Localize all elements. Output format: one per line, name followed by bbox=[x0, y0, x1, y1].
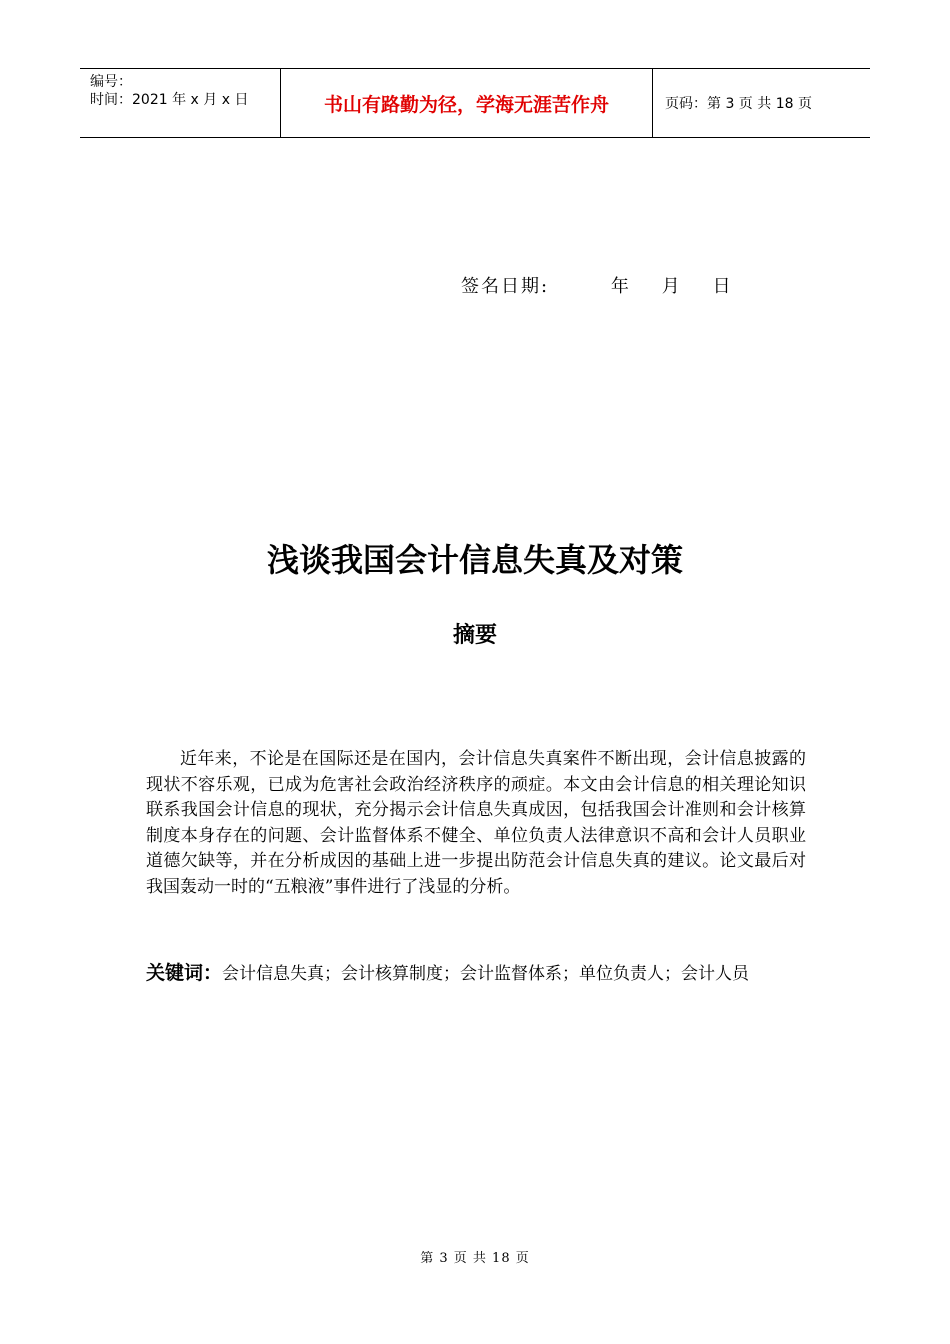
header-meta bbox=[80, 69, 281, 137]
abstract-heading: 摘要 bbox=[452, 623, 497, 648]
keywords-line bbox=[146, 958, 806, 989]
signature-date: 签名日期: 年 月 日 bbox=[461, 276, 733, 297]
keywords-label: 关键词： bbox=[146, 962, 223, 984]
header-motto: 书山有路勤为径，学海无涯苦作舟 bbox=[281, 69, 653, 137]
time-label: 时间：2021 年 x 月 x 日 bbox=[90, 92, 249, 108]
document-title: 浅谈我国会计信息失真及对策 bbox=[266, 541, 683, 579]
keywords-text: 会计信息失真；会计核算制度；会计监督体系；单位负责人；会计人员 bbox=[222, 964, 750, 984]
number-label: 编号： bbox=[90, 74, 132, 90]
abstract-paragraph: 近年来，不论是在国际还是在国内，会计信息失真案件不断出现，会计信息披露的现状不容乐观，已成为危害社会政治经济秩序的顽症。本文由会计信息的相关理论知识联系我国会计信息的现状，充分揭示会计信息失真成因，包括我国会计准则和会计核算制度本身存在的问题、会计监督体系不健全、单位负责人法律意识不高和会计人员职业道德欠缺等，并在分析成因的基础上进一步提出防范会计信息失真的建议。论文最后对我国轰动一时的“五粮液”事件进行了浅显的分析。 bbox=[146, 749, 806, 897]
page-footer: 第 3 页 共 18 页 bbox=[420, 1251, 530, 1266]
page-header bbox=[80, 68, 870, 138]
header-page-info: 页码：第 3 页 共 18 页 bbox=[665, 96, 812, 112]
